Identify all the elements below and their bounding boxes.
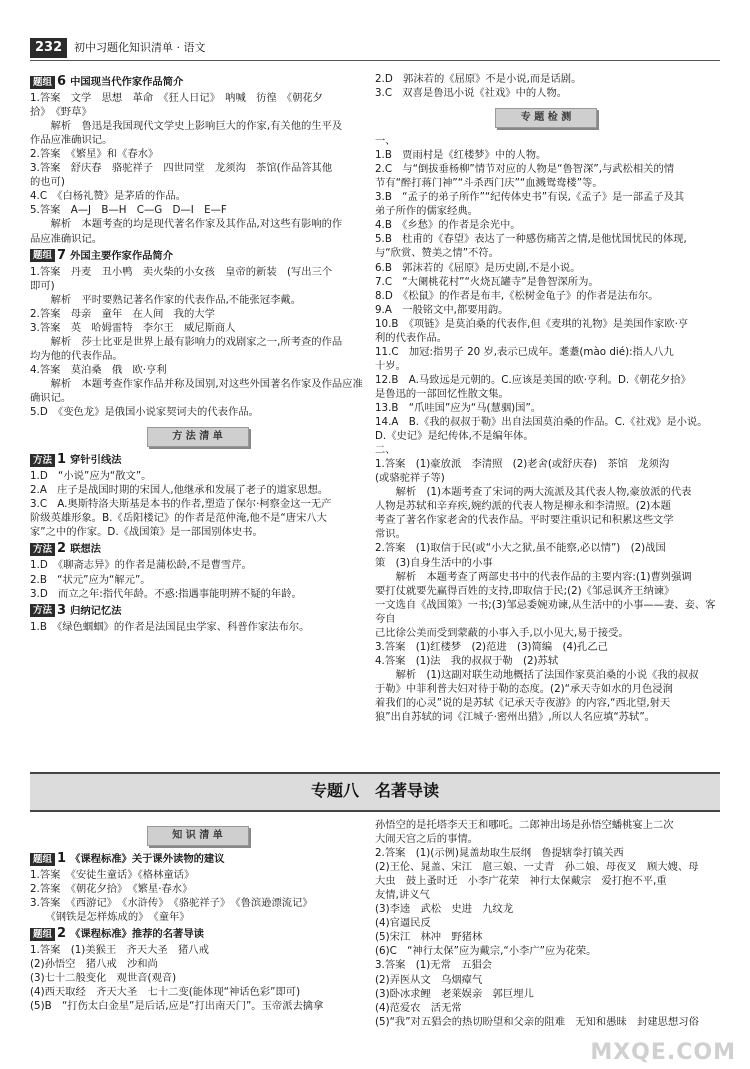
- text-line: 4.B 《乡愁》的作者是余光中。: [375, 219, 521, 232]
- text-line: 9.A 一般铭文中,都要用韵。: [375, 303, 509, 316]
- method-tag: 方法: [30, 543, 55, 556]
- text-line: 3.答案 (1)无常 五猖会: [375, 959, 493, 972]
- text-line: 作品应准确识记。: [30, 134, 113, 147]
- text-line: 2.答案 (1)(示例)晁盖劫取生辰纲 鲁提辖拳打镇关西: [375, 847, 624, 860]
- text-line: 《钢铁是怎样炼成的》 《童年》: [30, 911, 190, 924]
- text-line: 利的代表作品。: [375, 331, 448, 344]
- knowledge-list-banner: 知 识 清 单: [147, 826, 249, 846]
- text-line: 解析 本题考查的均是现代著名作家及其作品,对这些有影响的作: [30, 218, 343, 231]
- text-line: 10.B 《项链》是莫泊桑的代表作,但《麦琪的礼物》是美国作家欧·亨: [375, 317, 689, 330]
- text-line: 阶级英雄形象。B.《岳阳楼记》的作者是范仲淹,他不是“唐宋八大: [30, 512, 327, 525]
- method-1-answers: [30, 469, 365, 539]
- group-7-answers: [30, 265, 365, 420]
- method-number: 3: [57, 602, 67, 618]
- text-line: 3.答案 (1)红楼梦 (2)范进 (3)简编 (4)孔乙己: [375, 640, 608, 653]
- method-list-banner: 方 法 清 单: [147, 427, 249, 447]
- text-line: 己比徐公美而受到蒙蔽的小事入手,以小见大,易于接受。: [375, 626, 629, 639]
- text-line: 品应准确识记。: [30, 232, 103, 245]
- text-line: 要打仗就要先赢得百姓的支持,即取信于民;(2)《邹忌讽齐王纳谏》: [375, 584, 675, 597]
- group-title: 中国现当代作家作品简介: [70, 76, 184, 88]
- method-number: 1: [57, 452, 67, 468]
- text-line: (3)卧冰求鲤 老莱娱亲 郭巨埋儿: [375, 987, 534, 1000]
- header-rule: [30, 60, 720, 61]
- group-title: 《课程标准》推荐的名著导读: [70, 928, 204, 941]
- group-number: 7: [57, 247, 67, 263]
- group-heading-7: [30, 249, 365, 263]
- text-line: 3.D 而立之年:指代年龄。不惑:指遇事能明辨不疑的年龄。: [30, 587, 302, 600]
- text-line: 确识记。: [30, 392, 72, 405]
- page-header: [30, 38, 720, 60]
- text-line: (6)C “神行太保”应为戴宗,“小李广”应为花荣。: [375, 945, 597, 958]
- bottom-right-answers: [375, 818, 720, 1029]
- text-line: 弟子所作的儒家经典。: [375, 205, 478, 218]
- text-line: 于勒》中菲利普夫妇对待于勒的态度。(2)“承天寺如水的月色浸润: [375, 682, 673, 695]
- method-tag: 方法: [30, 604, 55, 617]
- method-heading-1: [30, 453, 365, 467]
- method-title: 联想法: [70, 543, 101, 556]
- text-line: 着我们的心灵”说的是苏轼《记承天寺夜游》的内容,“西北望,射天: [375, 696, 671, 709]
- text-line: 1.D 《聊斋志异》的作者是蒲松龄,不是曹雪芹。: [30, 559, 252, 572]
- text-line: (或骆驼祥子等): [375, 472, 445, 485]
- method-title: 归纳记忆法: [70, 604, 122, 617]
- text-line: (2)王伦、晁盖、宋江 扈三娘、一丈青 孙二娘、母夜叉 顾大嫂、母: [375, 861, 699, 874]
- group-number: 1: [57, 851, 67, 866]
- text-line: 1.B 贾雨村是《红楼梦》中的人物。: [375, 149, 547, 162]
- book-title: 初中习题化知识清单 · 语文: [74, 41, 206, 54]
- text-line: 1.答案 (1)美猴王 齐天大圣 猪八戒: [30, 944, 209, 957]
- text-line: (3)李逵 武松 史进 九纹龙: [375, 903, 514, 916]
- group-number: 2: [57, 926, 67, 942]
- text-line: 12.B A.马致远是元朝的。C.应该是美国的欧·亨利。D.《朝花夕拾》: [375, 373, 691, 386]
- text-line: 即可): [30, 279, 55, 292]
- group-heading-6: [30, 75, 365, 89]
- group-1-answers: [30, 868, 365, 924]
- text-line: 7.C “大阑桃花村”“火烧瓦罐寺”是鲁智深所为。: [375, 275, 599, 288]
- text-line: 11.C 加冠:指男子 20 岁,表示已成年。耄耋(mào dié):指人八九: [375, 345, 674, 358]
- topic-test-answers: [375, 134, 720, 724]
- text-line: 友情,讲义气: [375, 889, 430, 902]
- text-line: 5.B 杜甫的《春望》表达了一种感伤痛苦之情,是他忧国忧民的体现,: [375, 233, 687, 246]
- method-tag: 方法: [30, 454, 55, 467]
- text-line: 大闹天宫之后的事情。: [375, 833, 478, 846]
- text-line: 一、: [375, 135, 396, 148]
- page-number: 232: [30, 38, 67, 58]
- text-line: 1.D “小说”应为“散文”。: [30, 470, 152, 483]
- method-title: 穿针引线法: [70, 454, 122, 467]
- group-title: 《课程标准》关于课外读物的建议: [70, 853, 225, 865]
- text-line: 拾》 《野草》: [30, 106, 92, 119]
- text-line: 4.答案 (1)法 我的叔叔于勒 (2)苏轼: [375, 654, 559, 667]
- text-line: 的也可): [30, 176, 65, 189]
- text-line: 1.答案 《安徒生童话》《格林童话》: [30, 869, 195, 882]
- text-line: 二、: [375, 444, 396, 457]
- group-tag: 题组: [30, 853, 55, 866]
- text-line: 13.B “爪哇国”应为“马(慧骃)国”。: [375, 401, 542, 414]
- text-line: 14.A B.《我的叔叔于勒》出自法国莫泊桑的作品。C.《社戏》是小说。: [375, 416, 708, 429]
- text-line: 6.B 郭沫若的《屈原》是历史剧,不是小说。: [375, 261, 581, 274]
- group-tag: 题组: [30, 249, 55, 262]
- text-line: (4)西天取经 齐天大圣 七十二变(能体现“神话色彩”即可): [30, 986, 301, 999]
- text-line: 3.C 双喜是鲁迅小说《社戏》中的人物。: [375, 87, 568, 100]
- text-line: 2.C 与“倒拔垂杨柳”情节对应的人物是“鲁智深”,与武松相关的情: [375, 163, 675, 176]
- text-line: 3.答案 舒庆春 骆驼祥子 四世同堂 龙须沟 茶馆(作品答其他: [30, 162, 333, 175]
- text-line: 2.答案 《朝花夕拾》 《繁星·春水》: [30, 883, 193, 896]
- text-line: 是鲁迅的一部回忆性散文集。: [375, 387, 509, 400]
- text-line: 考查了著名作家老舍的代表作品。平时要注重识记和积累这些文学: [375, 514, 674, 527]
- group-title: 外国主要作家作品简介: [70, 249, 174, 262]
- bottom-right-column: [375, 818, 720, 1029]
- text-line: 5.D 《变色龙》是俄国小说家契诃夫的代表作品。: [30, 406, 259, 419]
- method-heading-3: [30, 604, 365, 618]
- text-line: 一文选自《战国策》一书;(3)邹忌委婉劝谏,从生活中的小事——妻、妾、客夸自: [375, 598, 716, 625]
- left-column: [30, 72, 365, 634]
- group-6-answers: [30, 91, 365, 246]
- section-title: 专题八 名著导读: [310, 781, 439, 800]
- text-line: 孙悟空的是托塔李天王和哪吒。二郎神出场是孙悟空蟠桃宴上二次: [375, 819, 674, 831]
- method-2-answers: [30, 558, 365, 600]
- text-line: (5)B “打伤太白金星”是后话,应是“打出南天门”。玉帝派去擒拿: [30, 1000, 324, 1013]
- text-line: 2.答案 (1)取信于民(或“小大之狱,虽不能察,必以情”) (2)战国: [375, 542, 666, 555]
- group-tag: 题组: [30, 76, 55, 89]
- text-line: 3.B “孟子的弟子所作”“纪传体史书”有误,《孟子》是一部孟子及其: [375, 191, 685, 204]
- text-line: 大虫 鼓上蚤时迁 小李广花荣 神行太保戴宗 爱打抱不平,重: [375, 875, 667, 888]
- text-line: (5)宋江 林冲 野猪林: [375, 931, 483, 944]
- text-line: 5.答案 A—J B—H C—G D—I E—F: [30, 204, 227, 217]
- text-line: 策 (3)自身生活中的小事: [375, 556, 493, 569]
- text-line: 2.A 庄子是战国时期的宋国人,他继承和发展了老子的道家思想。: [30, 484, 329, 497]
- text-line: 解析 莎士比亚是世界上最有影响力的戏剧家之一,所考查的作品: [30, 335, 343, 348]
- group-heading-1: [30, 852, 365, 866]
- group-2-answers: [30, 943, 365, 1013]
- text-line: (3)七十二般变化 观世音(观音): [30, 972, 177, 985]
- text-line: 1.答案 文学 思想 革命 《狂人日记》 呐喊 彷徨 《朝花夕: [30, 92, 323, 105]
- right-column: [375, 72, 720, 724]
- text-line: (5)“我”对五猖会的热切盼望和父亲的阻难 无知和愚昧 封建思想习俗: [375, 1015, 699, 1028]
- text-line: 与“欣赏、赞美之情”不符。: [375, 247, 499, 260]
- text-line: 十岁。: [375, 359, 406, 372]
- text-line: 人物是苏轼和辛弃疾,婉约派的代表人物是柳永和李清照。(2)本题: [375, 500, 671, 513]
- method-heading-2: [30, 542, 365, 556]
- section-header: [30, 772, 720, 812]
- text-line: 解析 本题考查了两部史书中的代表作品的主要内容:(1)曹刿强调: [375, 570, 692, 583]
- text-line: 3.答案 《西游记》 《水浒传》 《骆驼祥子》 《鲁滨逊漂流记》: [30, 897, 313, 910]
- text-line: 3.C A.奥斯特洛夫斯基是本书的作者,塑造了保尔·柯察金这一无产: [30, 498, 332, 511]
- continued-answers: [375, 72, 720, 100]
- text-line: 3.答案 英 哈姆雷特 李尔王 威尼斯商人: [30, 321, 236, 334]
- text-line: 均为他的代表作品。: [30, 349, 123, 362]
- group-number: 6: [57, 74, 67, 89]
- text-line: 常识。: [375, 528, 406, 541]
- method-3-answers: [30, 620, 365, 634]
- group-tag: 题组: [30, 928, 55, 941]
- text-line: 2.B “状元”应为“解元”。: [30, 573, 151, 586]
- text-line: (4)官逼民反: [375, 917, 431, 930]
- text-line: 8.D 《松鼠》的作者是布丰,《松树金龟子》的作者是法布尔。: [375, 289, 659, 302]
- text-line: 2.D 郭沫若的《屈原》不是小说,而是话剧。: [375, 73, 582, 85]
- bottom-left-column: [30, 818, 365, 1014]
- text-line: 节有“醉打蒋门神”“斗杀西门庆”“血溅鸳鸯楼”等。: [375, 177, 603, 190]
- text-line: 2.答案 母亲 童年 在人间 我的大学: [30, 307, 215, 320]
- text-line: 家”之中的作家。D.《战国策》是一部国别体史书。: [30, 526, 263, 539]
- text-line: 解析 平时要熟记著名作家的代表作品,不能张冠李戴。: [30, 293, 301, 306]
- text-line: (4)范爱农 活无常: [375, 1001, 462, 1014]
- watermark: MXQE.COM: [590, 1040, 736, 1065]
- text-line: 解析 (1)这副对联生动地概括了法国作家莫泊桑的小说《我的叔叔: [375, 668, 699, 681]
- text-line: 4.答案 莫泊桑 俄 欧·亨利: [30, 363, 167, 376]
- text-line: 解析 鲁迅是我国现代文学史上影响巨大的作家,有关他的生平及: [30, 120, 343, 133]
- text-line: 解析 (1)本题考查了宋词的两大流派及其代表人物,豪放派的代表: [375, 486, 692, 499]
- group-heading-2: [30, 927, 365, 941]
- text-line: 2.答案 《繁星》和《春水》: [30, 148, 159, 161]
- text-line: 1.B 《绿色蝈蝈》的作者是法国昆虫学家、科普作家法布尔。: [30, 620, 310, 633]
- topic-test-banner: 专 题 检 测: [495, 108, 597, 128]
- text-line: D.《史记》是纪传体,不是编年体。: [375, 430, 534, 443]
- text-line: 1.答案 (1)豪放派 李清照 (2)老舍(或舒庆春) 茶馆 龙须沟: [375, 458, 670, 471]
- text-line: (2)弄医从文 乌烟瘴气: [375, 973, 483, 986]
- text-line: 1.答案 丹麦 丑小鸭 卖火柴的小女孩 皇帝的新装 (写出三个: [30, 265, 333, 278]
- text-line: 解析 本题考查作家作品并称及国别,对这些外国著名作家及作品应准: [30, 377, 363, 390]
- text-line: (2)孙悟空 猪八戒 沙和尚: [30, 958, 158, 971]
- method-number: 2: [57, 541, 67, 557]
- text-line: 狼”出自苏轼的词《江城子·密州出猎》,所以人名应填“苏轼”。: [375, 711, 655, 724]
- text-line: 4.C 《白杨礼赞》是茅盾的作品。: [30, 190, 187, 203]
